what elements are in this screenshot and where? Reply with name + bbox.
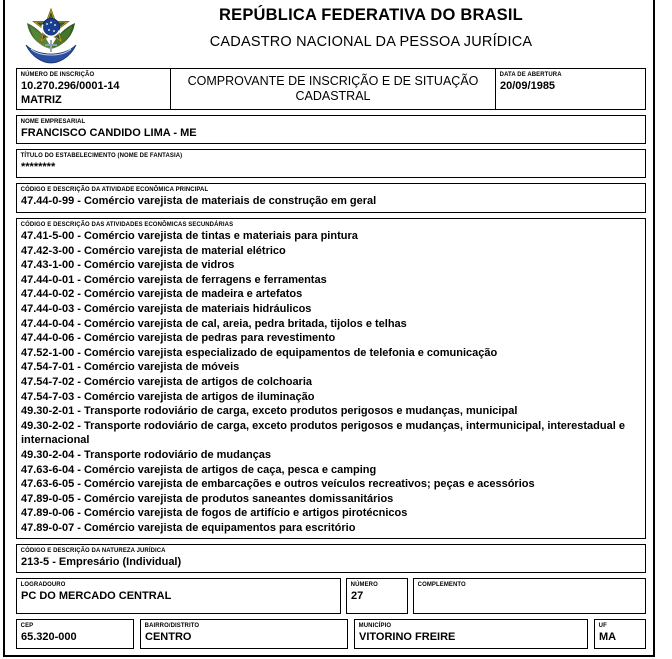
- complemento-label: COMPLEMENTO: [417, 581, 466, 589]
- atividades-secundarias-list: [17, 229, 645, 535]
- address-row-secondary: [16, 619, 646, 649]
- document-header: [16, 0, 646, 66]
- cep-label: CEP: [20, 622, 34, 630]
- field-comprovante-title: [171, 68, 496, 110]
- atividade-secundaria-item: 47.89-0-06 - Comércio varejista de fogos de artifício e artigos pirotécnicos: [21, 507, 408, 520]
- data-abertura-label: DATA DE ABERTURA: [499, 71, 562, 78]
- numero-value: 27: [351, 590, 364, 603]
- atividade-secundaria-item: 49.30-2-04 - Transporte rodoviário de mudanças: [21, 448, 272, 461]
- numero-inscricao-value: 10.270.296/0001-14: [21, 80, 120, 92]
- field-complemento: [413, 578, 646, 614]
- cep-value: 65.320-000: [21, 631, 77, 644]
- header-fields-row: [16, 68, 646, 110]
- bairro-distrito-label: BAIRRO/DISTRITO: [144, 622, 200, 630]
- atividade-secundaria-item: 47.43-1-00 - Comércio varejista de vidros: [21, 259, 235, 272]
- document-content: [16, 0, 646, 649]
- atividade-secundaria-item: 47.42-3-00 - Comércio varejista de material elétrico: [21, 244, 286, 257]
- natureza-juridica-label: CÓDIGO E DESCRIÇÃO DA NATUREZA JURÍDICA: [20, 547, 166, 555]
- numero-label: NÚMERO: [350, 581, 378, 589]
- atividade-secundaria-item: 49.30-2-01 - Transporte rodoviário de carga, exceto produtos perigosos e mudanças, municipal: [21, 405, 518, 418]
- atividade-secundaria-item: 47.52-1-00 - Comércio varejista especializado de equipamentos de telefonia e comunicação: [21, 346, 498, 359]
- comprovante-title-text: COMPROVANTE DE INSCRIÇÃO E DE SITUAÇÃO CADASTRAL: [187, 74, 479, 103]
- titulo-estabelecimento-label: TÍTULO DO ESTABELECIMENTO (NOME DE FANTASIA): [20, 152, 183, 159]
- atividade-secundaria-item: 47.44-0-02 - Comércio varejista de madeira e artefatos: [21, 288, 303, 301]
- page-title: REPÚBLICA FEDERATIVA DO BRASIL: [219, 6, 523, 24]
- field-data-abertura: [496, 68, 646, 110]
- nome-empresarial-value: FRANCISCO CANDIDO LIMA - ME: [21, 127, 197, 139]
- atividade-secundaria-item: 47.54-7-02 - Comércio varejista de artigos de colchoaria: [21, 375, 313, 388]
- municipio-value: VITORINO FREIRE: [359, 631, 456, 644]
- page-subtitle: CADASTRO NACIONAL DA PESSOA JURÍDICA: [209, 34, 533, 50]
- atividade-secundaria-item: 47.44-0-03 - Comércio varejista de materiais hidráulicos: [21, 302, 312, 315]
- field-cep: [16, 619, 134, 649]
- field-atividade-principal: [16, 183, 646, 213]
- atividade-secundaria-item: 47.54-7-03 - Comércio varejista de artigos de iluminação: [21, 390, 315, 403]
- field-uf: [594, 619, 646, 649]
- complemento-value: [414, 589, 645, 590]
- cnpj-document-page: [3, 0, 655, 657]
- atividade-secundaria-item: 49.30-2-02 - Transporte rodoviário de carga, exceto produtos perigosos e mudanças, intermunicipal, interestadual e internacional: [21, 419, 625, 447]
- field-logradouro: [16, 578, 341, 614]
- logradouro-value: PC DO MERCADO CENTRAL: [21, 590, 172, 603]
- titulo-estabelecimento-value: ********: [21, 161, 56, 173]
- inscricao-type-value: MATRIZ: [21, 94, 62, 106]
- field-natureza-juridica: [16, 544, 646, 573]
- atividades-secundarias-label: CÓDIGO E DESCRIÇÃO DAS ATIVIDADES ECONÔMICAS SECUNDÁRIAS: [20, 221, 234, 228]
- numero-inscricao-label: NÚMERO DE INSCRIÇÃO: [20, 71, 95, 78]
- atividade-secundaria-item: 47.63-6-04 - Comércio varejista de artigos de caça, pesca e camping: [21, 463, 377, 476]
- uf-value: MA: [599, 631, 617, 644]
- data-abertura-value: 20/09/1985: [500, 80, 556, 92]
- field-titulo-estabelecimento: [16, 149, 646, 178]
- atividade-secundaria-item: 47.89-0-05 - Comércio varejista de produtos saneantes domissanitários: [21, 492, 394, 505]
- brazil-coat-of-arms-icon: [20, 4, 82, 64]
- uf-label: UF: [598, 622, 607, 630]
- natureza-juridica-value: 213-5 - Empresário (Individual): [21, 556, 182, 569]
- address-row-primary: [16, 578, 646, 614]
- municipio-label: MUNICÍPIO: [358, 622, 392, 630]
- atividade-secundaria-item: 47.54-7-01 - Comércio varejista de móveis: [21, 361, 240, 374]
- atividade-principal-value: 47.44-0-99 - Comércio varejista de materiais de construção em geral: [21, 195, 377, 207]
- logradouro-label: LOGRADOURO: [20, 581, 66, 589]
- atividade-secundaria-item: 47.63-6-05 - Comércio varejista de embarcações e outros veículos recreativos; peças e acessórios: [21, 478, 535, 491]
- bairro-distrito-value: CENTRO: [145, 631, 192, 644]
- nome-empresarial-label: NOME EMPRESARIAL: [20, 118, 86, 125]
- atividade-principal-label: CÓDIGO E DESCRIÇÃO DA ATIVIDADE ECONÔMICA PRINCIPAL: [20, 186, 209, 193]
- atividade-secundaria-item: 47.44-0-01 - Comércio varejista de ferragens e ferramentas: [21, 273, 327, 286]
- atividade-secundaria-item: 47.44-0-06 - Comércio varejista de pedras para revestimento: [21, 332, 336, 345]
- field-nome-empresarial: [16, 115, 646, 144]
- field-atividades-secundarias: [16, 218, 646, 539]
- atividade-secundaria-item: 47.89-0-07 - Comércio varejista de equipamentos para escritório: [21, 521, 356, 534]
- document-titles: [96, 0, 646, 50]
- field-numero-inscricao: [16, 68, 171, 110]
- atividade-secundaria-item: 47.44-0-04 - Comércio varejista de cal, areia, pedra britada, tijolos e telhas: [21, 317, 407, 330]
- field-bairro-distrito: [140, 619, 348, 649]
- field-numero: [346, 578, 408, 614]
- field-municipio: [354, 619, 588, 649]
- atividade-secundaria-item: 47.41-5-00 - Comércio varejista de tintas e materiais para pintura: [21, 230, 358, 242]
